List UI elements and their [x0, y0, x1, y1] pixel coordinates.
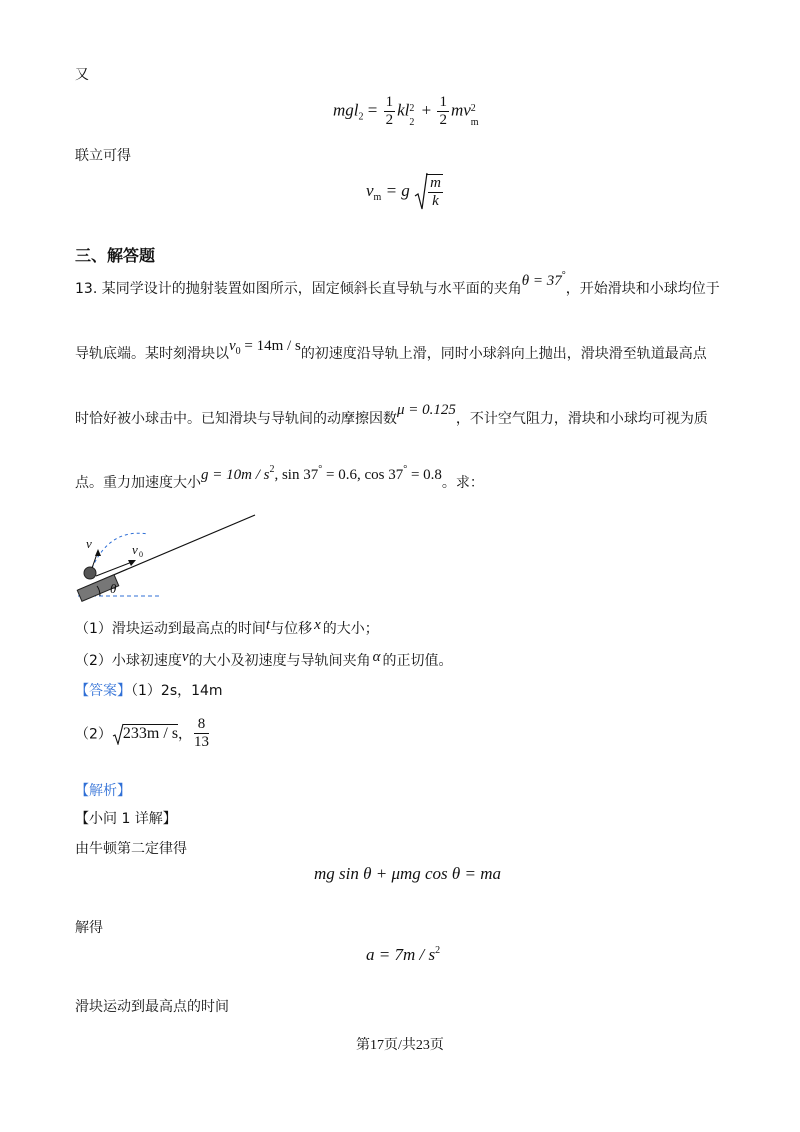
problem-text-1a: 某同学设计的抛射装置如图所示，固定倾斜长直导轨与水平面的夹角	[101, 281, 522, 297]
theta-degree: °	[561, 270, 566, 281]
equation-acceleration	[366, 945, 440, 965]
eq4-text: a = 7m / s	[366, 945, 436, 964]
problem-text-2b: 的初速度沿导轨上滑，同时小球斜向上抛出，滑块滑至轨道最高点	[300, 346, 707, 362]
answer-frac-den: 13	[194, 734, 210, 750]
problem-number: 13.	[75, 281, 98, 297]
q1-text-c: 的大小；	[322, 621, 379, 637]
q2-text-b: 的大小及初速度与导轨间夹角	[188, 653, 371, 669]
answer-fraction	[194, 716, 209, 751]
v-label: v	[86, 536, 92, 551]
answer-sqrt-content: 233m / s	[122, 725, 179, 742]
eq1-term1: kl	[397, 100, 410, 120]
eq2-lhs-sub: m	[373, 191, 382, 203]
theta-label: θ	[110, 581, 117, 596]
eq1-lhs-sub: 2	[358, 111, 364, 123]
incline-figure	[70, 510, 270, 606]
theta-expr-text: θ = 37	[521, 273, 562, 289]
analysis-label: 【解析】	[75, 783, 131, 799]
q2-text-c: 的正切值。	[382, 653, 453, 669]
answer-line-2	[75, 716, 211, 751]
problem-line-2	[75, 338, 707, 365]
equation-newton: mg sin θ + μmg cos θ = ma	[314, 864, 502, 883]
analysis-newton: 由牛顿第二定律得	[75, 841, 187, 857]
equation-vm	[366, 172, 445, 212]
v0-expression	[229, 338, 301, 357]
eq1-term2-sub: m	[470, 117, 479, 129]
problem-text-1b: ，开始滑块和小球均位于	[565, 281, 720, 297]
eq1-frac2-num: 1	[439, 94, 447, 110]
g-deg-1: °	[318, 464, 323, 475]
eq1-frac1-num: 1	[385, 94, 394, 110]
answer-line-1	[75, 680, 223, 700]
eq1-equals: =	[367, 100, 378, 120]
g-deg-2: °	[403, 464, 408, 475]
problem-line-3	[75, 402, 708, 428]
answer-part-2-prefix: （2）	[75, 726, 112, 743]
analysis-solve: 解得	[75, 920, 103, 936]
q1-t-symbol: t	[265, 617, 271, 633]
g-expr-d: = 0.8	[407, 467, 442, 483]
theta-expression	[521, 270, 566, 289]
v0-symbol: v	[229, 338, 236, 354]
answer-frac-num: 8	[194, 716, 209, 734]
g-expr-c: = 0.6, cos 37	[322, 467, 404, 483]
text-combine: 联立可得	[75, 148, 131, 164]
answer-label: 【答案】	[75, 683, 131, 699]
eq1-term1-sub: 2	[409, 117, 415, 129]
v0-value: = 14m / s	[240, 338, 301, 354]
analysis-time-text: 滑块运动到最高点的时间	[75, 999, 229, 1015]
eq2-lhs: v	[366, 180, 374, 200]
ball	[84, 567, 96, 579]
page-number: 第17页/共23页	[356, 1038, 444, 1053]
eq2-num: m	[430, 175, 441, 191]
eq4-sup: 2	[435, 945, 441, 956]
g-expr-b: , sin 37	[274, 467, 319, 483]
eq1-lhs: mgl	[333, 100, 359, 120]
text-you: 又	[75, 67, 89, 83]
problem-text-3b: ，不计空气阻力，滑块和小球均可视为质	[455, 411, 708, 427]
question-1	[75, 618, 379, 638]
answer-part-1: （1）2s，14m	[131, 683, 223, 699]
problem-line-4	[75, 464, 484, 492]
q1-x-symbol: x	[314, 617, 321, 633]
v0-label-sub: 0	[139, 550, 143, 559]
eq2-den: k	[432, 193, 439, 209]
mu-expression: μ = 0.125	[397, 402, 456, 418]
v-arrowhead-icon	[95, 549, 101, 556]
answer-sqrt	[112, 723, 178, 745]
analysis-sub-label: 【小问 1 详解】	[75, 811, 177, 827]
eq1-term1-sup: 2	[409, 103, 415, 115]
eq1-term2: mv	[450, 100, 471, 120]
problem-text-3a: 时恰好被小球击中。已知滑块与导轨间的动摩擦因数	[75, 411, 397, 427]
eq1-term2-sup: 2	[470, 103, 476, 115]
v0-sub: 0	[235, 346, 241, 357]
eq1-frac2-den: 2	[439, 112, 447, 128]
question-2	[75, 650, 452, 670]
g-sup: 2	[269, 464, 275, 475]
problem-text-4a: 点。重力加速度大小	[75, 475, 201, 491]
q2-v-symbol: v	[181, 649, 189, 665]
section-title: 三、解答题	[75, 246, 156, 265]
problem-text-4b: 。求：	[441, 475, 484, 491]
g-expression	[201, 464, 442, 483]
answer-separator: ，	[178, 726, 193, 743]
eq1-plus: +	[421, 100, 432, 120]
g-expr-a: g = 10m / s	[201, 467, 270, 483]
q2-text-a: （2）小球初速度	[75, 653, 182, 669]
eq2-sqrt	[414, 172, 445, 212]
q1-text-a: （1）滑块运动到最高点的时间	[75, 621, 266, 637]
q1-text-b: 与位移	[270, 621, 313, 637]
v0-label: v	[132, 542, 138, 557]
equation-energy	[333, 94, 481, 129]
problem-line-1	[75, 270, 720, 298]
q2-alpha-symbol: α	[372, 649, 381, 665]
problem-text-2a: 导轨底端。某时刻滑块以	[75, 346, 229, 362]
eq1-frac1-den: 2	[385, 112, 394, 128]
eq2-equals-g: = g	[385, 180, 410, 200]
